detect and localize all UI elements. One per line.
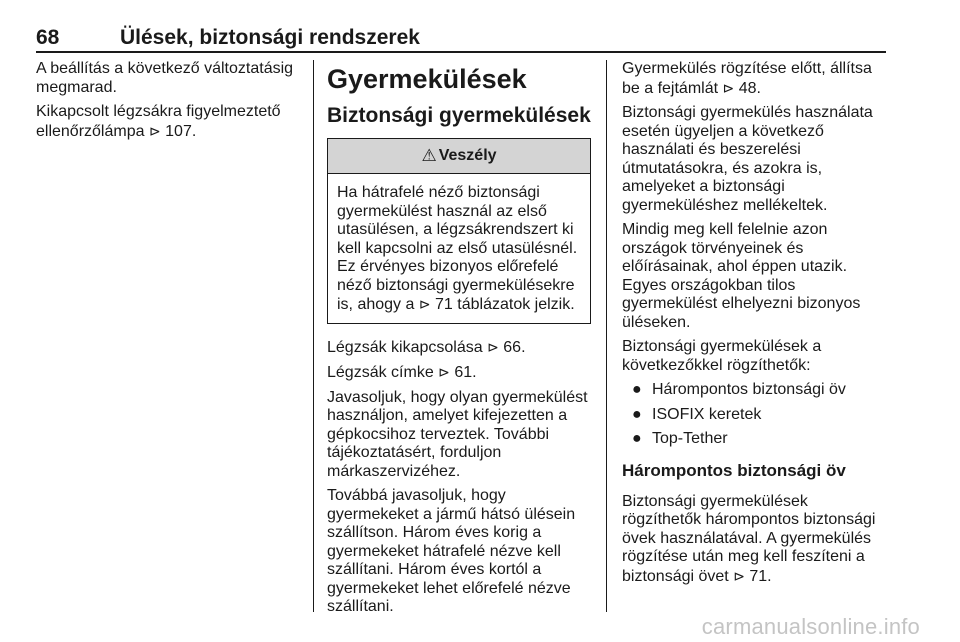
recommendation-paragraph: Javasoljuk, hogy olyan gyermekülést használjon, amelyet kifejezetten a gépkocsihoz terveztek. További tájékoztatásért, forduljon márkaszervizéhez.: [327, 388, 588, 480]
bullet-icon: ●: [632, 405, 642, 423]
chapter-title: Ülések, biztonsági rendszerek: [120, 26, 420, 49]
list-item: ● ISOFIX keretek: [622, 406, 887, 425]
law-paragraph: Mindig meg kell felelnie azon országok törvényeinek és előírásainak, ahol éppen utazik. Egyes országokban tilos gyermekülést elhelyezni bizonyos üléseken.: [622, 221, 861, 331]
column-2: [327, 60, 595, 623]
warning-triangle-icon: ⚠: [421, 145, 437, 165]
bullet-icon: ●: [632, 381, 642, 398]
three-point-belt-paragraph: Biztonsági gyermekülések rögzíthetők hárompontos biztonsági övek használatával. A gyermekülés rögzítése után meg kell feszíteni a biztonsági övet ⊳ 71.: [622, 492, 876, 585]
page-reference-link[interactable]: 71: [435, 296, 453, 313]
list-item: ● Hárompontos biztonsági öv: [622, 381, 887, 400]
subsection-heading: Biztonsági gyermekülések: [327, 104, 591, 127]
list-item: ● Top-Tether: [622, 430, 887, 449]
header-rule: [36, 51, 886, 53]
page-reference-link[interactable]: 48.: [738, 79, 761, 97]
column-divider-2: [606, 60, 607, 612]
page-reference-link[interactable]: 61.: [454, 364, 477, 381]
warning-header: [328, 139, 590, 174]
head-restraint-paragraph: Gyermekülés rögzítése előtt, állítsa be a fejtámlát ⊳ 48.: [622, 60, 872, 97]
airbag-deactivation-ref: Légzsák kikapcsolása ⊳ 66.: [327, 338, 526, 356]
page-reference-link[interactable]: 66.: [503, 338, 526, 356]
warning-title: Veszély: [438, 146, 497, 164]
page-reference-link[interactable]: 107.: [165, 122, 197, 140]
column-3: [622, 60, 887, 592]
reference-arrow-icon: ⊳: [418, 296, 431, 312]
page-header: [36, 26, 886, 52]
airbag-label-ref: Légzsák címke ⊳ 61.: [327, 364, 477, 381]
warning-body: Ha hátrafelé néző biztonsági gyermekülést használ az első utasülésen, a légzsákrendszert ki kell kapcsolni az első utasülésnél. Ez érvényes bizonyos előrefelé néző biztonsági gyermekülésekre is, ahogy a ⊳ 71 táblázatok jelzik.: [337, 184, 578, 313]
reference-arrow-icon: ⊳: [148, 122, 161, 139]
page-reference-link[interactable]: 71.: [749, 567, 772, 585]
airbag-off-lamp-text: Kikapcsolt légzsákra figyelmeztető ellenőrzőlámpa ⊳ 107.: [36, 103, 281, 140]
reference-arrow-icon: ⊳: [487, 338, 499, 355]
fastening-methods-list: [622, 381, 887, 449]
watermark: carmanualsonline.info: [701, 614, 920, 639]
reference-arrow-icon: ⊳: [438, 364, 450, 380]
three-point-belt-heading: Hárompontos biztonsági öv: [622, 460, 846, 480]
instructions-paragraph: Biztonsági gyermekülés használata esetén ügyeljen a következő használati és beszerelési útmutatásokra, és azokra is, amelyeket a biztonsági gyermeküléshez mellékeltek.: [622, 104, 873, 214]
column-1: [36, 60, 298, 147]
fastening-intro: Biztonsági gyermekülések a következőkkel rögzíthetők:: [622, 338, 822, 374]
reference-arrow-icon: ⊳: [722, 79, 735, 96]
rear-seat-paragraph: Továbbá javasoljuk, hogy gyermekeket a jármű hátsó ülésein szállítson. Három éves korig a gyermekeket hátrafelé nézve kell szállítani. Három éves kortól a gyermekeket lehet előrefelé nézve szállítani.: [327, 487, 576, 615]
page-number: 68: [36, 26, 60, 49]
setting-retained-text: A beállítás a következő változtatásig megmarad.: [36, 60, 294, 96]
column-divider-1: [313, 60, 314, 612]
danger-warning-box: [327, 138, 591, 324]
bullet-icon: ●: [632, 430, 642, 447]
reference-arrow-icon: ⊳: [733, 567, 745, 584]
section-heading: Gyermekülések: [327, 64, 527, 94]
